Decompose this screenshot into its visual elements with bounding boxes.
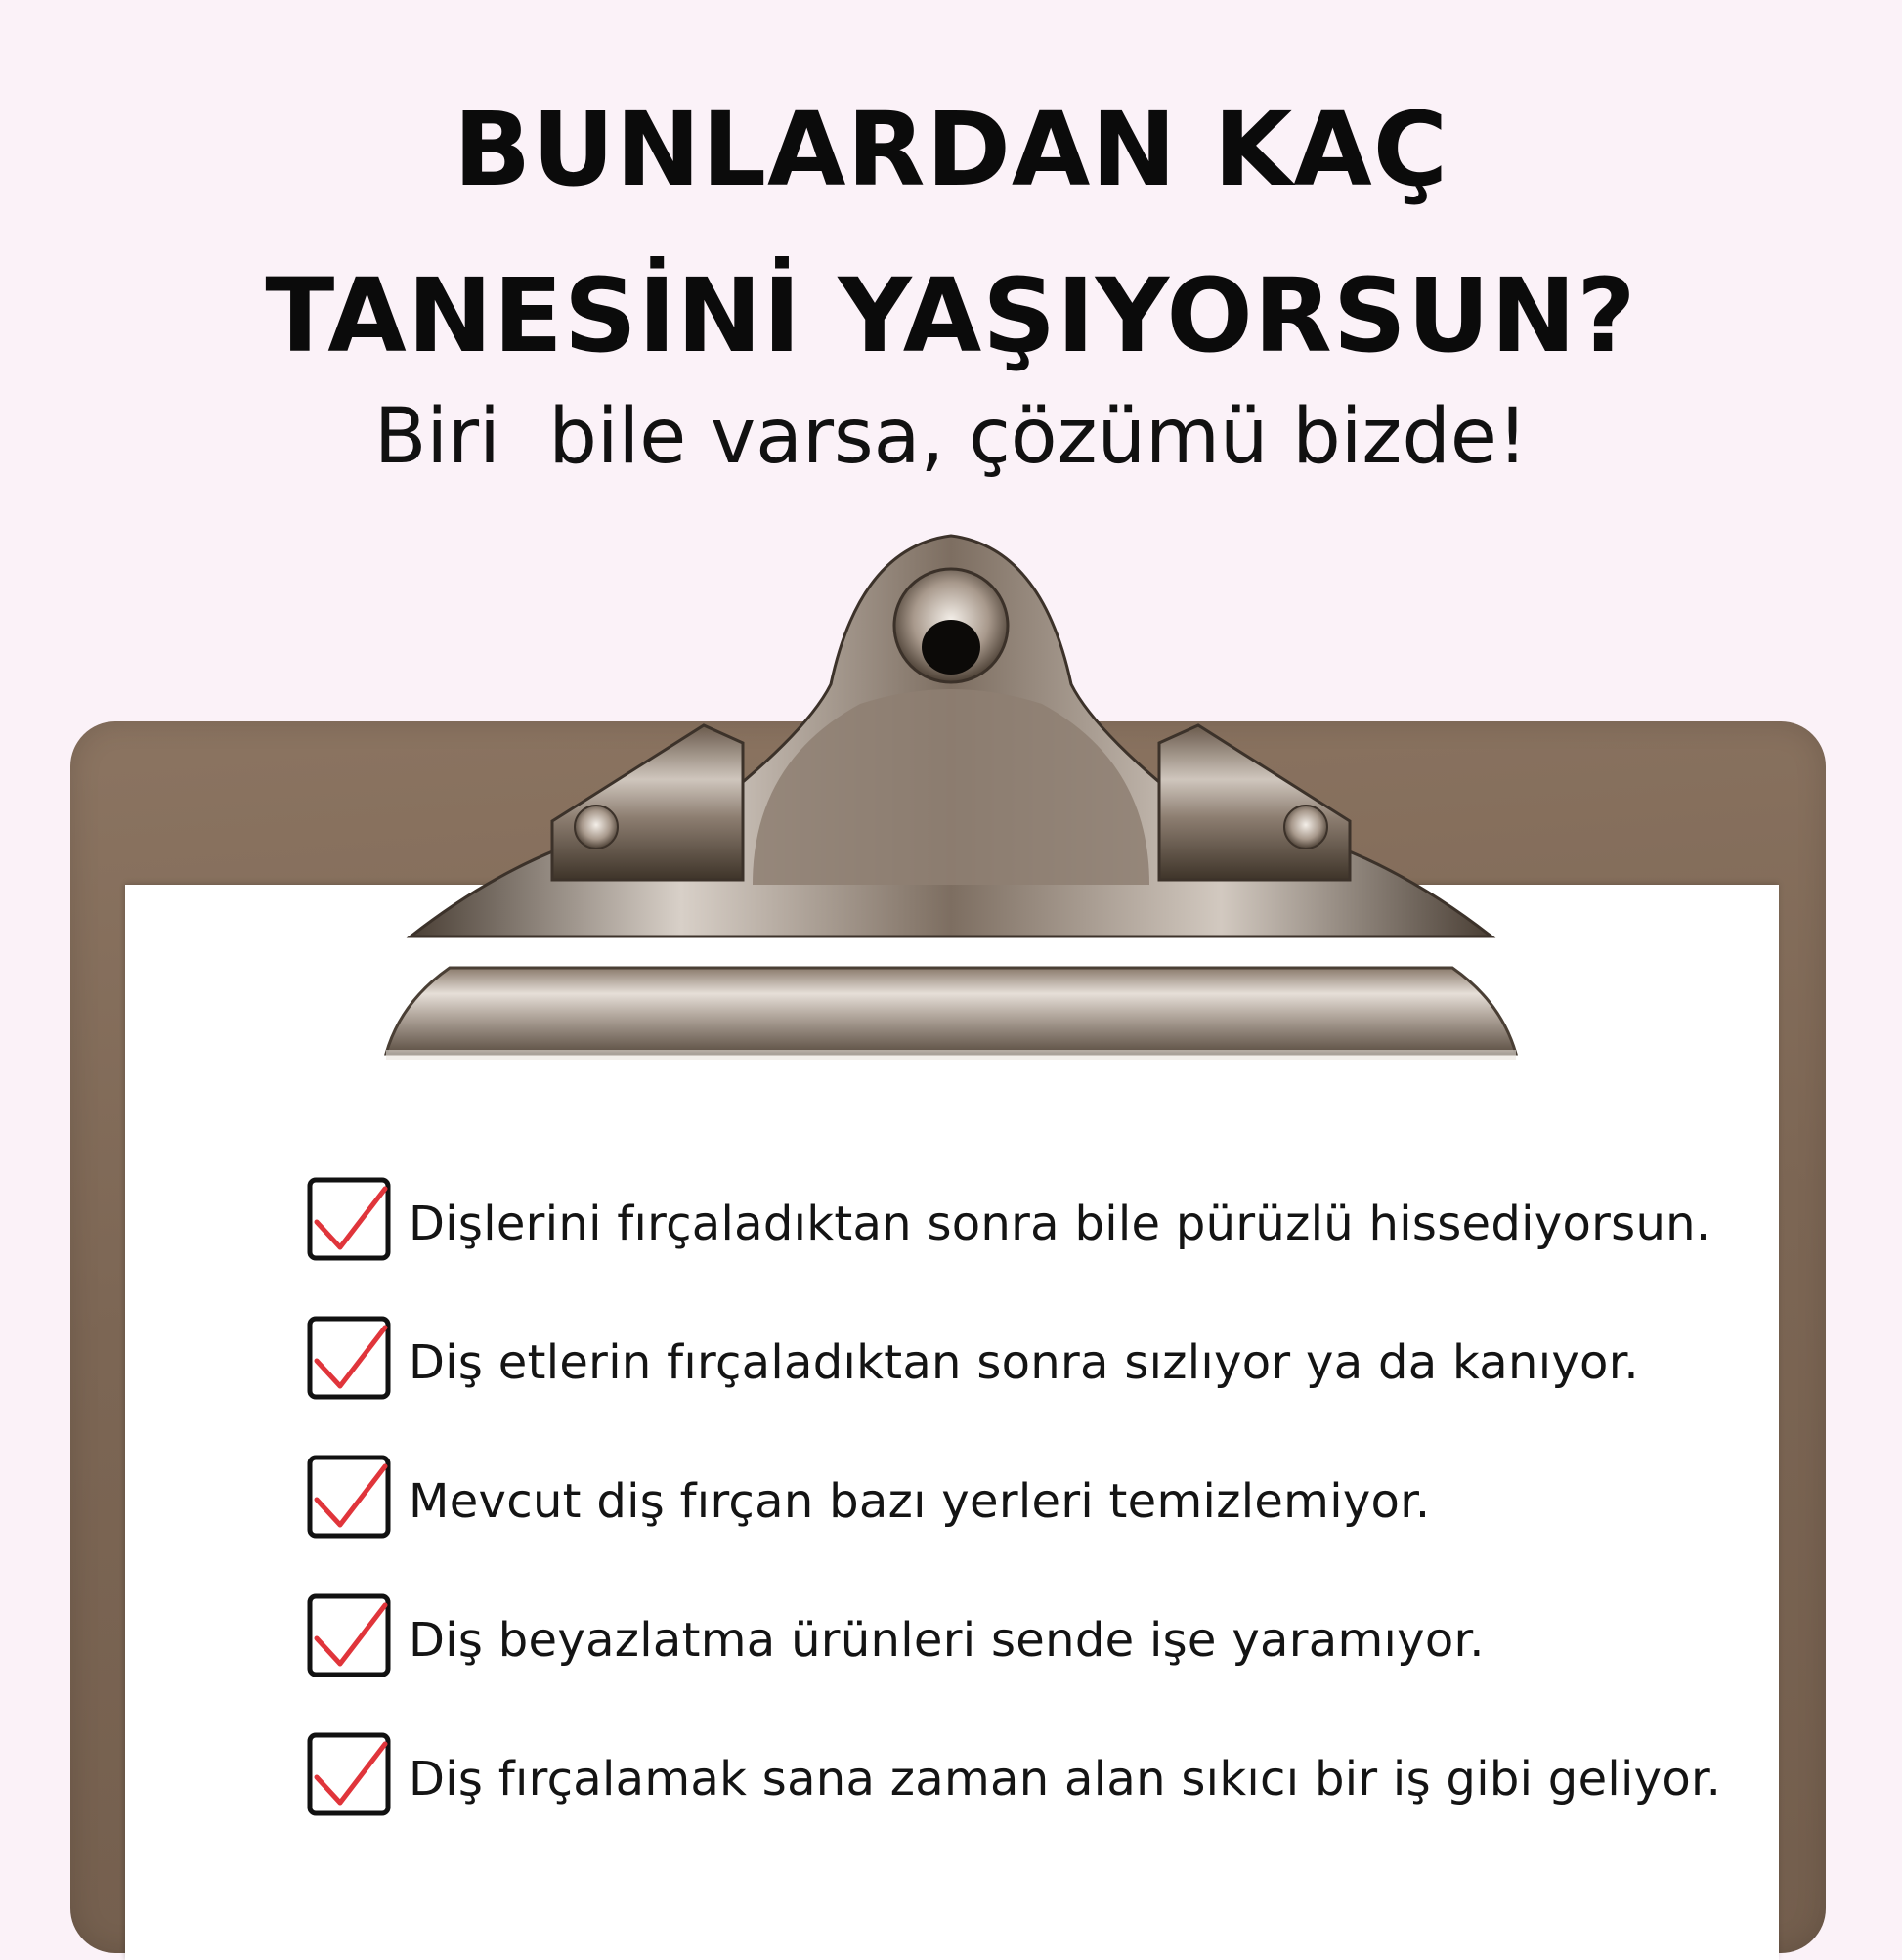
checked-checkbox-icon[interactable] — [307, 1593, 391, 1677]
list-item — [307, 1455, 1832, 1593]
checklist-item-label: Mevcut diş fırçan bazı yerleri temizlemiyor. — [409, 1474, 1431, 1529]
checklist-item-label: Diş beyazlatma ürünleri sende işe yaramıyor. — [409, 1613, 1485, 1668]
checked-checkbox-icon[interactable] — [307, 1316, 391, 1400]
checklist — [307, 1177, 1832, 1871]
headline-line-1: BUNLARDAN KAÇ — [453, 90, 1449, 209]
subtitle: Biri bile varsa, çözümü bizde! — [373, 393, 1529, 481]
headline-line-2: TANESİNİ YAŞIYORSUN? — [265, 256, 1637, 375]
checked-checkbox-icon[interactable] — [307, 1177, 391, 1261]
checklist-item-label: Dişlerini fırçaladıktan sonra bile pürüzlü hissediyorsun. — [409, 1197, 1711, 1251]
checklist-item-label: Diş etlerin fırçaladıktan sonra sızlıyor ya da kanıyor. — [409, 1335, 1639, 1390]
list-item — [307, 1316, 1832, 1455]
checklist-item-label: Diş fırçalamak sana zaman alan sıkıcı bir iş gibi geliyor. — [409, 1752, 1722, 1807]
list-item — [307, 1177, 1832, 1316]
checked-checkbox-icon[interactable] — [307, 1455, 391, 1539]
list-item — [307, 1593, 1832, 1732]
list-item — [307, 1732, 1832, 1871]
checked-checkbox-icon[interactable] — [307, 1732, 391, 1816]
